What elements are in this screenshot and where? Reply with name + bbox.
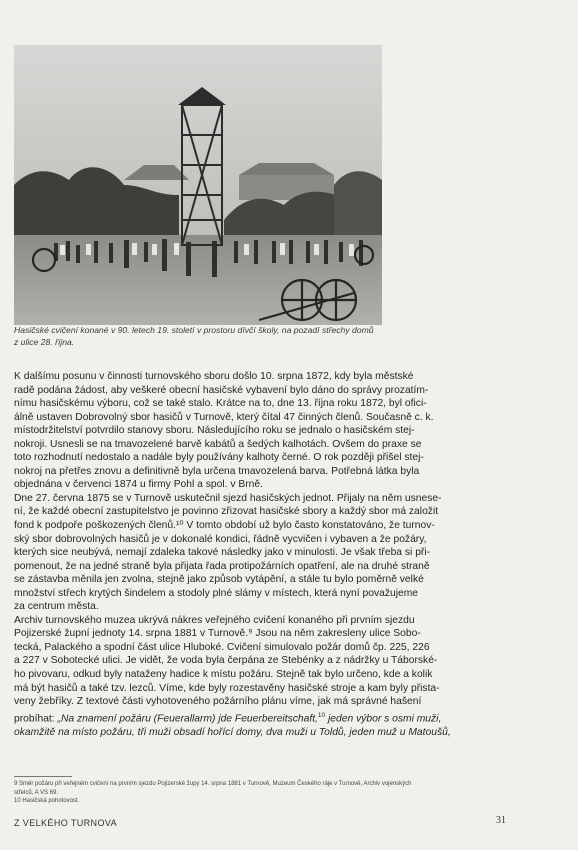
quoted-text-line: okamžitě na místo požáru, tři muži obsadí hořící domy, dva muži u Toldů, jeden muž u Matoušů, — [14, 726, 451, 738]
caption-line: Hasičské cvičení konané v 90. letech 19. století v prostoru dívčí školy, na pozadí střechy domů — [14, 325, 374, 335]
text-line: nokroj na přetřes znovu a definitivně byla určena tmavozelená barva. Potřebná látka byla — [14, 465, 420, 477]
quoted-text: „Na znamení požáru (Feuerallarm) jde Feuerbereitschaft, — [57, 713, 318, 725]
text-line: kterých sice neubývá, nemají zdaleka takové následky jako v minulosti. Je však třeba si při- — [14, 547, 431, 559]
text-line: za centrum města. — [14, 601, 99, 613]
text-line: fond k podpoře poškozených členů.¹⁰ V tomto období už bylo často konstatováno, že turnov- — [14, 520, 435, 532]
footnotes — [14, 780, 510, 806]
text-run: probíhat: — [14, 713, 58, 725]
page-number: 31 — [496, 815, 506, 826]
text-line: ský sbor dobrovolných hasičů je v dokonalé kondici, řádně vycvičen i vybaven a že požáry, — [14, 533, 427, 545]
text-line: tecká, Palackého a spodní část ulice Hluboké. Cvičení simulovalo požár domů čp. 225, 226 — [14, 641, 430, 653]
text-line: objednána v červenci 1874 u firmy Pohl a spol. v Brně. — [14, 479, 263, 491]
text-line: K dalšímu posunu v činnosti turnovského sboru došlo 10. srpna 1872, kdy byla městské — [14, 371, 414, 382]
text-line: álně ustaven Dobrovolný sbor hasičů v Turnově, který čítal 47 činných členů. Současně c. k. — [14, 411, 434, 423]
footnote: střelců, A VS 69. — [14, 789, 59, 796]
text-line: Pojizerské župní jednoty 14. srpna 1881 v Turnově.⁹ Jsou na něm zakresleny ulice Sobo- — [14, 628, 421, 640]
text-line: ho pivovaru, odkud byly nataženy hadice k místu požáru. Stejně tak bylo určeno, kde a kolik — [14, 669, 433, 681]
running-title: Z VELKÉHO TURNOVA — [14, 818, 117, 828]
text-line: radě podána žádost, aby veškeré obecní hasičské vybavení bylo dáno do správy prozatím- — [14, 384, 429, 396]
photo-caption — [14, 325, 404, 348]
text-line: veny žebříky. Z textové části vyhotoveného požárního plánu víme, jak má správné hašení — [14, 696, 422, 708]
historical-photograph — [14, 45, 382, 325]
text-line: se zástavba měnila jen zvolna, stejně jako způsob vytápění, a stále tu bylo poměrně velké — [14, 574, 424, 586]
text-line: místodržitelství potvrdilo stanovy sboru. Následujícího roku se jednalo o hasičském stej- — [14, 425, 415, 437]
footnote-divider — [14, 776, 72, 777]
text-line-mixed — [14, 709, 510, 726]
text-line: ní, že každé obecní zastupitelstvo je povinno zřizovat hasičské sbory a každý sbor má založit — [14, 506, 439, 518]
photo-illustration — [14, 45, 382, 325]
quoted-text: jeden výbor s osmi muži, — [325, 713, 442, 725]
text-line: Archiv turnovského muzea ukrývá nákres veřejného cvičení konaného při prvním sjezdu — [14, 614, 415, 626]
text-line: a 227 v Sobotecké ulici. Je vidět, že voda byla čerpána ze Stebénky a z nádržky u Táborské- — [14, 655, 438, 667]
text-line: Dne 27. června 1875 se v Turnově uskutečnil sjezd hasičských jednot. Přijaly na něm usnese- — [14, 492, 442, 504]
footnote-marker: 10 — [317, 711, 326, 719]
text-line: má být hasičů a také tzv. lezců. Víme, kde byly rozestavěny hasičské stroje a kam byly přista- — [14, 682, 440, 694]
text-line: nokroji. Usnesli se na tmavozelené barvě kabátů a šedých kalhotách. Ovšem do praxe se — [14, 438, 422, 450]
caption-line: z ulice 28. října. — [14, 336, 75, 347]
text-line: pomenout, že na jedné straně byla přijata řada protipožárních opatření, ale na druhé straně — [14, 560, 430, 572]
footnote: 9 Směr požáru při veřejném cvičení na prvním sjezdu Pojizerské župy 14. srpna 1881 v Turnově, Muzeum Českého ráje v Turnově, Archiv vojenských — [14, 781, 412, 787]
main-text — [14, 370, 510, 739]
text-line: množství střech krytých šindelem a stodoly plné slámy v místech, která nyní považujeme — [14, 587, 419, 599]
footnote: 10 Hasičská pohotovost. — [14, 798, 80, 805]
text-line: toto rozhodnutí nedostalo a nadále byly používány kalhoty černé. O rok později přišel stej- — [14, 452, 424, 464]
text-line: nímu hasičskému výboru, což se také stalo. Krátce na to, dne 13. října roku 1872, byl ofici- — [14, 398, 427, 410]
